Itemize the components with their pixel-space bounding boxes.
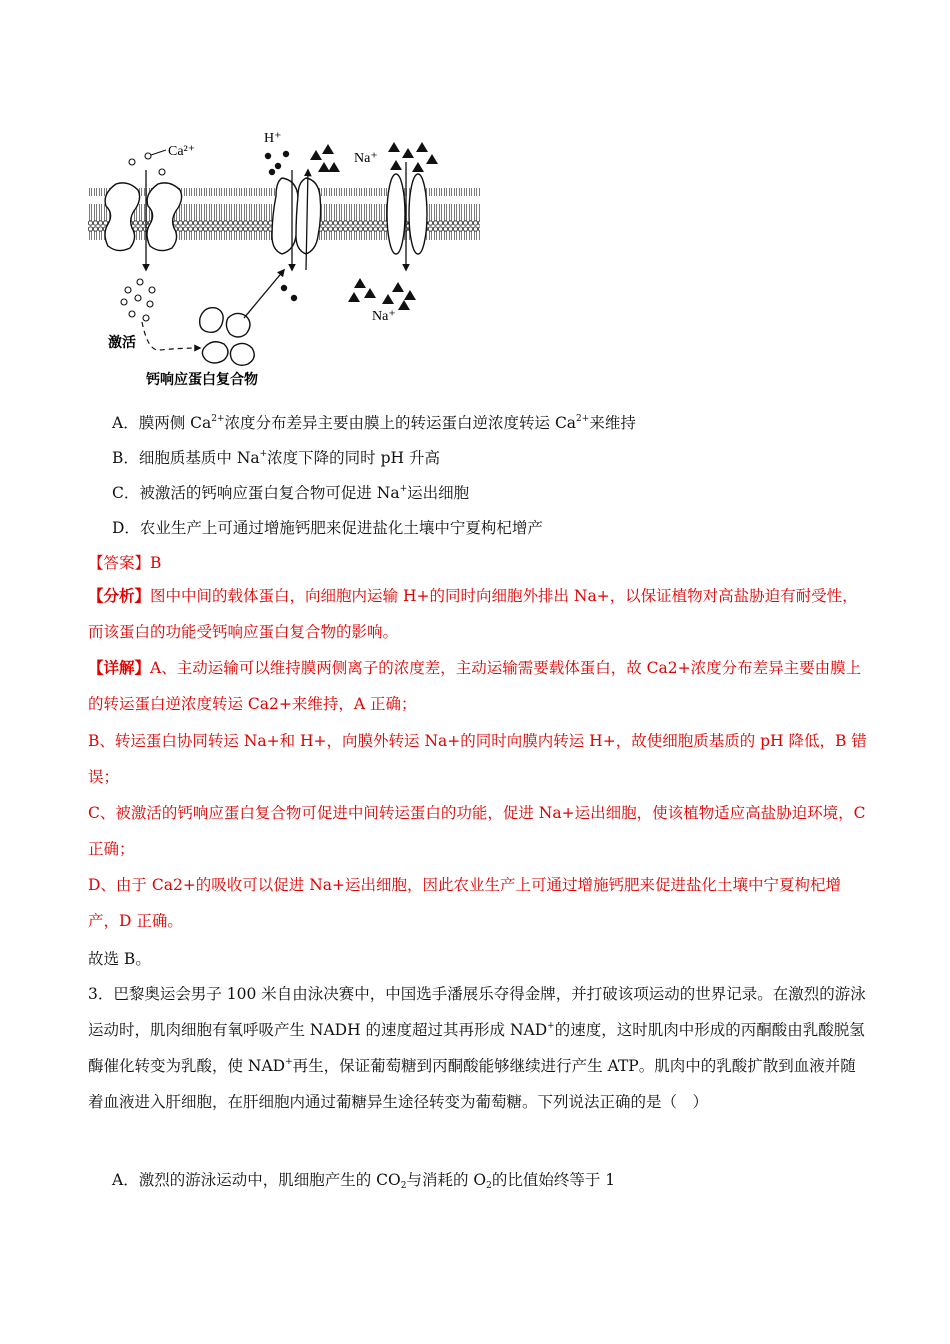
q2-analysis: 【分析】图中中间的载体蛋白，向细胞内运输 H+的同时向细胞外排出 Na+，以保证植物对高盐胁迫有耐受性，而该蛋白的功能受钙响应蛋白复合物的影响。: [88, 586, 858, 641]
q3-stem: 3．巴黎奥运会男子 100 米自由泳决赛中，中国选手潘展乐夺得金牌，并打破该项运动的世界记录。在激烈的游泳运动时，肌肉细胞有氧呼吸产生 NADH 的速度超过其再形成 NAD+的速度，这时肌肉中形成的丙酮酸由乳酸脱氢酶催化转变为乳酸，使 NAD+再生，保证葡萄糖到丙酮酸能够继续进行产生 ATP。肌肉中的乳酸扩散到血液并随着血液进入肝细胞，在肝细胞内通过葡糖异生途径转变为葡萄糖。下列说法正确的是（ ）: [88, 985, 866, 1111]
sodium-ions-inside: [348, 278, 416, 310]
hydrogen-label: H⁺: [264, 131, 282, 146]
sodium-ions-outside-middle: [310, 144, 340, 172]
q2-option-d: D．农业生产上可通过增施钙肥来促进盐化土壤中宁夏枸杞增产: [112, 519, 543, 537]
activation-arrow: [142, 322, 200, 350]
q2-option-a: A．膜两侧 $Ca^{2+}$浓度分布差异主要由膜上的转运蛋白逆浓度转运 $Ca^{2+}$来维持: [112, 414, 636, 432]
q2-option-c: C．被激活的钙响应蛋白复合物可促进 Na+运出细胞: [112, 484, 470, 502]
q2-detail-d: D、由于 Ca2+的吸收可以促进 Na+运出细胞，因此农业生产上可通过增施钙肥来促进盐化土壤中宁夏枸杞增产，D 正确。: [88, 876, 842, 930]
q2-conclusion: 故选 B。: [88, 950, 151, 968]
q2-detail-c: C、被激活的钙响应蛋白复合物可促进中间转运蛋白的功能，促进 Na+运出细胞，使该植物适应高盐胁迫环境，C 正确；: [88, 804, 866, 858]
na-h-antiporter-protein: [272, 170, 321, 270]
complex-label: 钙响应蛋白复合物: [146, 372, 258, 388]
sodium-label-top: Na⁺: [354, 151, 378, 166]
calcium-ions-outside: [129, 153, 165, 175]
q2-detail-a: 【详解】A、主动运输可以维持膜两侧离子的浓度差，主动运输需要载体蛋白，故 Ca2+浓度分布差异主要由膜上的转运蛋白逆浓度转运 Ca2+来维持，A 正确；: [88, 658, 862, 713]
q2-option-b: B．细胞质基质中 Na+浓度下降的同时 pH 升高: [112, 449, 440, 467]
calcium-label: Ca²⁺: [168, 144, 196, 159]
q2-detail-b: B、转运蛋白协同转运 Na+和 H+，向膜外转运 Na+的同时向膜内转运 H+，故使细胞质基质的 pH 降低，B 错误；: [88, 732, 867, 786]
membrane-transport-diagram: [88, 122, 498, 392]
sodium-ions-outside: [388, 142, 438, 172]
q2-answer: 【答案】B: [88, 554, 162, 572]
sodium-label-bottom: Na⁺: [372, 309, 396, 324]
q3-option-a: A．激烈的游泳运动中，肌细胞产生的 $CO_2$与消耗的 $O_2$的比值始终等于 1: [112, 1171, 616, 1191]
calcium-ions-inside: [121, 279, 155, 321]
activate-label: 激活: [108, 335, 136, 351]
